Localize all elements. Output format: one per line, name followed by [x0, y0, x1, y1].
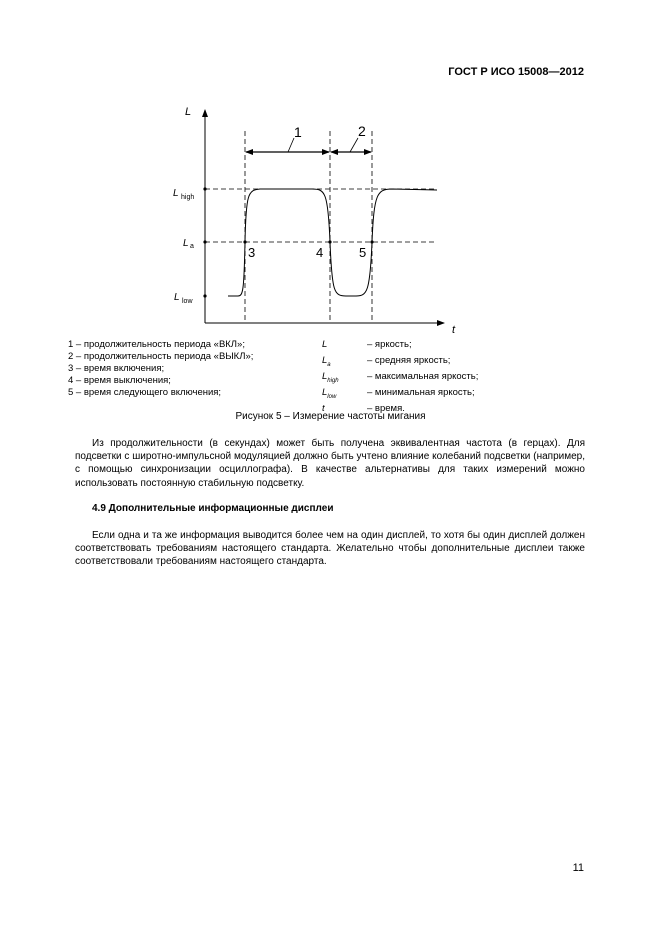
section-heading: 4.9 Дополнительные информационные дисплеи — [92, 503, 334, 514]
period-2-leader — [350, 138, 358, 152]
page-number: 11 — [572, 862, 584, 874]
legend-symbol-row — [322, 339, 562, 355]
legend-item-5: 5 – время следующего включения; — [68, 387, 222, 399]
legend-numbers — [68, 339, 318, 399]
legend-item-4: 4 – время выключения; — [68, 375, 171, 387]
period-1-label: 1 — [294, 124, 302, 140]
legend-item-3: 3 – время включения; — [68, 363, 165, 375]
legend-symbol: L — [322, 339, 328, 350]
low-level-sub: low — [182, 298, 193, 305]
period-2-label: 2 — [358, 123, 366, 139]
legend-symbol: $L_{low}$ — [322, 386, 337, 400]
paragraph-additional-displays: Если одна и та же информация выводится более чем на один дисплей, то хотя бы один дисплей должен соответствовать требованиям настоящего стандарта. Желательно чтобы дополнительные дисплеи также соответствовали требованиям настоящего стандарта. — [75, 530, 585, 568]
legend-symbol-row — [322, 371, 562, 387]
legend-symbol-row — [322, 355, 562, 371]
high-level-sub: high — [181, 194, 195, 201]
low-level-label: L — [174, 292, 180, 303]
point-3-label: 3 — [248, 245, 256, 260]
x-axis-label: t — [452, 324, 456, 336]
point-5-label: 5 — [359, 245, 367, 260]
legend-symbol-desc: – средняя яркость; — [367, 354, 451, 366]
period-1-leader — [288, 138, 294, 152]
legend-symbol-row — [322, 387, 562, 403]
point-3-dot — [243, 240, 246, 243]
figure-caption: Рисунок 5 – Измерение частоты мигания — [235, 411, 426, 422]
low-level-dot — [203, 294, 206, 297]
point-4-label: 4 — [316, 245, 324, 260]
legend-item-2: 2 – продолжительность периода «ВЫКЛ»; — [68, 351, 254, 363]
average-level-label: L — [183, 238, 189, 249]
legend-symbol-desc: – яркость; — [367, 339, 412, 350]
legend-symbol-desc: – максимальная яркость; — [367, 370, 479, 382]
legend-symbol: $L_{high}$ — [322, 370, 339, 384]
legend-symbol: $L_a$ — [322, 354, 331, 368]
point-5-dot — [370, 240, 373, 243]
high-level-dot — [203, 187, 206, 190]
legend-symbols — [322, 339, 562, 419]
luminance-waveform — [228, 189, 437, 296]
high-level-label: L — [173, 188, 179, 199]
average-level-dot — [203, 240, 206, 243]
average-level-sub: a — [190, 243, 194, 250]
y-axis-label: L — [185, 106, 192, 118]
legend-symbol-desc: – минимальная яркость; — [367, 386, 475, 398]
legend-item-1: 1 – продолжительность периода «ВКЛ»; — [68, 339, 245, 350]
legend-symbol: t — [322, 402, 325, 414]
legend-symbol-desc: – время. — [367, 402, 405, 414]
point-4-dot — [328, 240, 331, 243]
document-header: ГОСТ Р ИСО 15008—2012 — [448, 66, 584, 78]
paragraph-frequency: Из продолжительности (в секундах) может быть получена эквивалентная частота (в герцах). Для подсветки с широтно-импульсной модуляцией должно быть учтено влияние колебаний подсветки (например, с помощью синхронизации осциллографа). В качестве альтернативы для таких измерений можно использовать постоянную стабильную подсветку. — [75, 438, 585, 489]
luminance-waveform-figure — [160, 96, 460, 340]
